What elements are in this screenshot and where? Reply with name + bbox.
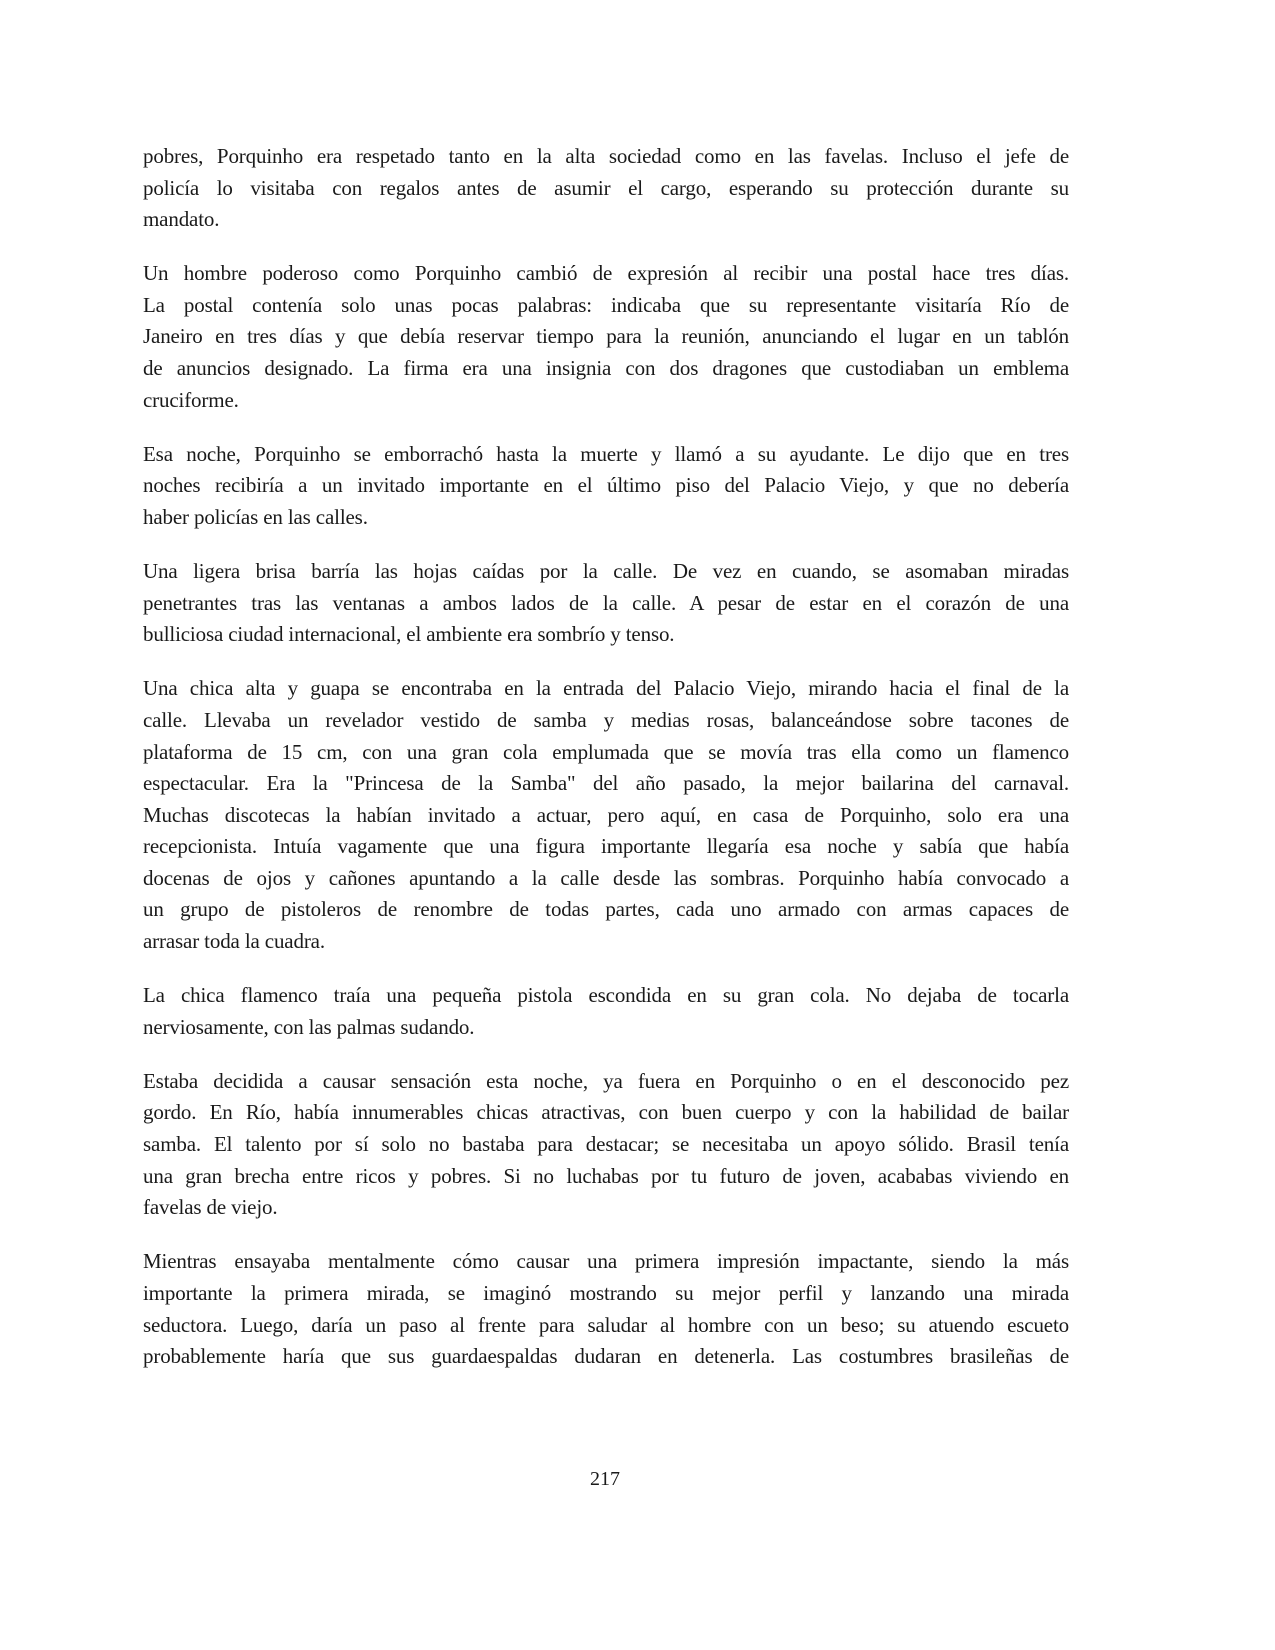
page-body [143,141,1069,1395]
text-line: de anuncios designado. La firma era una insignia con dos dragones que custodiaban un emblema [143,356,1069,381]
text-line: policía lo visitaba con regalos antes de asumir el cargo, esperando su protección durante su [143,175,1069,200]
paragraph [143,141,1069,236]
text-line: Un hombre poderoso como Porquinho cambió de expresión al recibir una postal hace tres días. [143,261,1069,286]
text-line: una gran brecha entre ricos y pobres. Si no luchabas por tu futuro de joven, acababas viviendo en [143,1163,1069,1188]
paragraph [143,1246,1069,1372]
page-number: 217 [590,1468,620,1490]
text-line: mandato. [143,207,220,232]
paragraph [143,439,1069,534]
text-line: pobres, Porquinho era respetado tanto en la alta sociedad como en las favelas. Incluso el jefe de [143,144,1069,168]
text-line: gordo. En Río, había innumerables chicas atractivas, con buen cuerpo y con la habilidad de bailar [143,1100,1069,1125]
text-line: Janeiro en tres días y que debía reservar tiempo para la reunión, anunciando el lugar en un tablón [143,324,1069,349]
text-line: probablemente haría que sus guardaespaldas dudaran en detenerla. Las costumbres brasileñas de [143,1344,1069,1369]
text-line: seductora. Luego, daría un paso al frente para saludar al hombre con un beso; su atuendo escueto [143,1312,1069,1337]
text-line: Una chica alta y guapa se encontraba en la entrada del Palacio Viejo, mirando hacia el final de la [143,676,1069,701]
text-line: haber policías en las calles. [143,504,368,529]
text-line: Esa noche, Porquinho se emborrachó hasta la muerte y llamó a su ayudante. Le dijo que en tres [143,441,1069,466]
paragraph [143,1066,1069,1224]
text-line: un grupo de pistoleros de renombre de todas partes, cada uno armado con armas capaces de [143,897,1069,922]
text-line: La postal contenía solo unas pocas palabras: indicaba que su representante visitaría Río de [143,292,1069,317]
paragraph [143,258,1069,416]
text-line: Muchas discotecas la habían invitado a actuar, pero aquí, en casa de Porquinho, solo era una [143,802,1069,827]
text-line: nerviosamente, con las palmas sudando. [143,1014,475,1039]
text-line: arrasar toda la cuadra. [143,929,325,954]
text-line: Estaba decidida a causar sensación esta noche, ya fuera en Porquinho o en el desconocido pez [143,1068,1069,1093]
paragraph [143,673,1069,957]
text-line: calle. Llevaba un revelador vestido de samba y medias rosas, balanceándose sobre tacones de [143,707,1069,732]
text-line: La chica flamenco traía una pequeña pistola escondida en su gran cola. No dejaba de tocarla [143,983,1069,1008]
text-line: noches recibiría a un invitado importante en el último piso del Palacio Viejo, y que no debería [143,473,1069,498]
text-line: plataforma de 15 cm, con una gran cola emplumada que se movía tras ella como un flamenco [143,739,1069,764]
text-line: Mientras ensayaba mentalmente cómo causar una primera impresión impactante, siendo la más [143,1249,1069,1274]
text-line: importante la primera mirada, se imaginó mostrando su mejor perfil y lanzando una mirada [143,1280,1069,1305]
paragraph [143,556,1069,651]
text-line: penetrantes tras las ventanas a ambos lados de la calle. A pesar de estar en el corazón de una [143,590,1069,615]
paragraph [143,980,1069,1043]
text-line: recepcionista. Intuía vagamente que una figura importante llegaría esa noche y sabía que había [143,834,1069,859]
text-line: Una ligera brisa barría las hojas caídas por la calle. De vez en cuando, se asomaban miradas [143,559,1069,584]
text-line: espectacular. Era la "Princesa de la Samba" del año pasado, la mejor bailarina del carnaval. [143,771,1069,796]
text-line: bulliciosa ciudad internacional, el ambiente era sombrío y tenso. [143,622,675,647]
text-line: cruciforme. [143,387,239,412]
text-line: samba. El talento por sí solo no bastaba para destacar; se necesitaba un apoyo sólido. Brasil tenía [143,1132,1069,1157]
text-line: docenas de ojos y cañones apuntando a la calle desde las sombras. Porquinho había convocado a [143,865,1069,890]
text-line: favelas de viejo. [143,1195,278,1220]
